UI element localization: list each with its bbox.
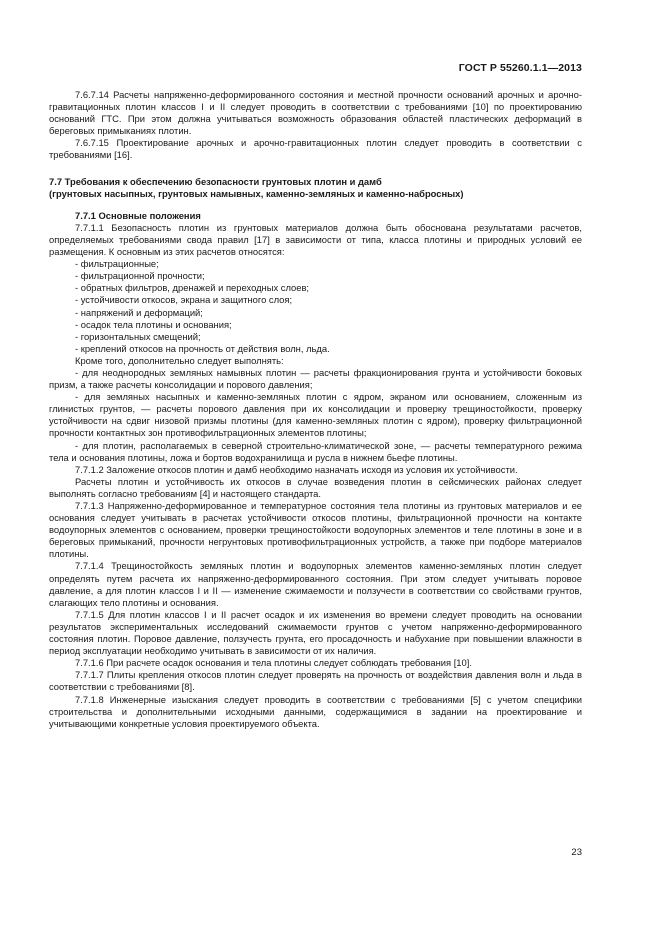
paragraph-7-7-1-4: 7.7.1.4 Трещиностойкость земляных плотин и водоупорных элементов каменно-земляных плотин следует определять путем расчета их напряженно-деформированного состояния. При этом следует учитывать поровое давление, а для плотин классов I и II — изменение сжимаемости и ползучести в соответствии со свойствами грунтов, слагающих тело плотины и основания. [49, 560, 582, 608]
additional-item: - для неоднородных земляных намывных плотин — расчеты фракционирования грунта и устойчивости боковых призм, а также расчеты консолидации и порового давления; [49, 366, 582, 391]
subsection-title: 7.7.1 Основные положения [75, 209, 201, 221]
additional-item: - для земляных насыпных и каменно-земляных плотин с ядром, экраном или основанием, сложенным из глинистых грунтов, — расчеты порового давления при их консолидации и проверку трещиностойкости, проверку устойчивости на сдвиг низовой призмы плотины (для каменно-земляных плотин с ядром), проверку фильтрационной прочности контактных зон противофильтрационных элементов плотины; [49, 391, 582, 439]
paragraph-7-7-1-6: 7.7.1.6 При расчете осадок основания и тела плотины следует соблюдать требования [10]. [75, 657, 472, 669]
list-item: - напряжений и деформаций; [75, 306, 203, 318]
list-item: - обратных фильтров, дренажей и переходных слоев; [75, 282, 310, 294]
list-item: - осадок тела плотины и основания; [75, 318, 232, 330]
additional-item: - для плотин, располагаемых в северной строительно-климатической зоне, — расчеты температурного режима тела и основания плотины, ложа и бортов водохранилища и русла в нижнем бьефе плотины. [49, 439, 582, 463]
list-item: - фильтрационные; [75, 258, 159, 270]
paragraph-7-7-1-1: 7.7.1.1 Безопасность плотин из грунтовых материалов должна быть обоснована результатами расчетов, определяемых требованиями свода правил [17] в зависимости от типа, класса плотины и природных условий ее размещения. К основным из этих расчетов относятся: [49, 221, 582, 258]
calculation-list [49, 258, 582, 355]
paragraph-additionally: Кроме того, дополнительно следует выполнять: [75, 354, 284, 366]
section-title-line-2: (грунтовых насыпных, грунтовых намывных, каменно-земляных и каменно-набросных) [49, 187, 464, 199]
paragraph-7-7-1-8: 7.7.1.8 Инженерные изыскания следует проводить в соответствии с требованиями [5] с учетом специфики строительства и дополнительными исходными данными, содержащимися в задании на проектирование и учитывающими конкретные условия проектируемого объекта. [49, 693, 582, 729]
page-body [49, 89, 582, 730]
paragraph-7-7-1-3: 7.7.1.3 Напряженно-деформированное и температурное состояния тела плотины из грунтовых материалов и ее основания следует учитывать в расчетах устойчивости откосов плотины, фильтрационной прочности на контакте водоупорных элементов с основанием, проверки трещиностойкости водоупорных элементов и теле плотины в зоне и в береговых примыканий, прочности негрунтовых противофильтрационных устройств, а также при подборе материалов плотины. [49, 500, 582, 560]
paragraph-7-7-1-5: 7.7.1.5 Для плотин классов I и II расчет осадок и их изменения во времени следует проводить на основании результатов экспериментальных исследований сжимаемости грунтов с учетом напряженно-деформированного состояния плотин. Поровое давление, ползучесть грунта, его просадочность и набухание при повышении влажности в период эксплуатации необходимо учитывать в зависимости от их наличия. [49, 608, 582, 657]
paragraph-7-6-7-14: 7.6.7.14 Расчеты напряженно-деформированного состояния и местной прочности оснований арочных и арочно-гравитационных плотин классов I и II следует проводить в соответствии с требованиями [10] по проектированию оснований ГТС. При этом должна учитываться возможность образования областей пластических деформаций в береговых примыканиях плотин. [49, 89, 582, 137]
section-title-line-1: 7.7 Требования к обеспечению безопасности грунтовых плотин и дамб [49, 175, 382, 187]
paragraph-7-7-1-7: 7.7.1.7 Плиты крепления откосов плотин следует проверять на прочность от воздействия давления волн и льда в соответствии с требованиями [8]. [49, 669, 582, 693]
document-id-header: ГОСТ Р 55260.1.1—2013 [458, 62, 582, 74]
paragraph-7-7-1-2: 7.7.1.2 Заложение откосов плотин и дамб необходимо назначать исходя из условия их устойчивости. [75, 463, 518, 475]
spacer [49, 200, 582, 210]
list-item: - горизонтальных смещений; [75, 330, 201, 342]
list-item: - устойчивости откосов, экрана и защитного слоя; [75, 294, 293, 306]
paragraph-seismic: Расчеты плотин и устойчивость их откосов в случае возведения плотин в сейсмических районах следует выполнять согласно требованиям [4] и настоящего стандарта. [49, 475, 582, 499]
paragraph-7-6-7-15: 7.6.7.15 Проектирование арочных и арочно-гравитационных плотин следует проводить в соответствии с требованиями [16]. [49, 137, 582, 161]
spacer [49, 162, 582, 176]
page-number: 23 [571, 847, 582, 858]
list-item: - креплений откосов на прочность от действия волн, льда. [75, 342, 330, 354]
list-item: - фильтрационной прочности; [75, 270, 205, 282]
